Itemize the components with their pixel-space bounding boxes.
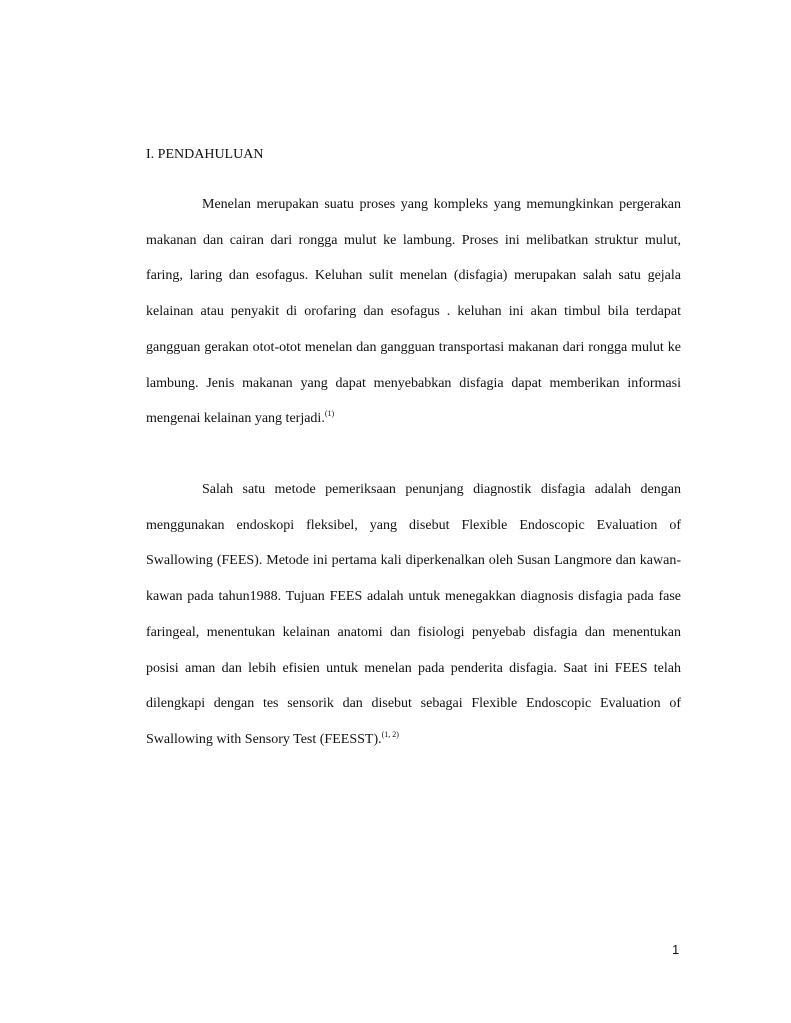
paragraph-2-citation: (1, 2) xyxy=(381,729,399,739)
page-number: 1 xyxy=(672,942,680,957)
paragraph-1-citation: (1) xyxy=(324,409,335,419)
section-heading: I. PENDAHULUAN xyxy=(146,147,264,162)
paragraph-2 xyxy=(146,472,681,758)
paragraph-2-text: Salah satu metode pemeriksaan penunjang diagnostik disfagia adalah dengan menggunakan endoskopi fleksibel, yang disebut Flexible Endoscopic Evaluation of Swallowing (FEES). Metode ini pertama kali diperkenalkan oleh Susan Langmore dan kawan-kawan pada tahun1988. Tujuan FEES adalah untuk menegakkan diagnosis disfagia pada fase faringeal, menentukan kelainan anatomi dan fisiologi penyebab disfagia dan menentukan posisi aman dan lebih efisien untuk menelan pada penderita disfagia. Saat ini FEES telah dilengkapi dengan tes sensorik dan disebut sebagai Flexible Endoscopic Evaluation of Swallowing with Sensory Test (FEESST). xyxy=(146,482,681,747)
paragraph-1-text: Menelan merupakan suatu proses yang kompleks yang memungkinkan pergerakan makanan dan cairan dari rongga mulut ke lambung. Proses ini melibatkan struktur mulut, faring, laring dan esofagus. Keluhan sulit menelan (disfagia) merupakan salah satu gejala kelainan atau penyakit di orofaring dan esofagus . keluhan ini akan timbul bila terdapat gangguan gerakan otot-otot menelan dan gangguan transportasi makanan dari rongga mulut ke lambung. Jenis makanan yang dapat menyebabkan disfagia dapat memberikan informasi mengenai kelainan yang terjadi. xyxy=(146,197,681,427)
paragraph-1 xyxy=(146,187,681,437)
